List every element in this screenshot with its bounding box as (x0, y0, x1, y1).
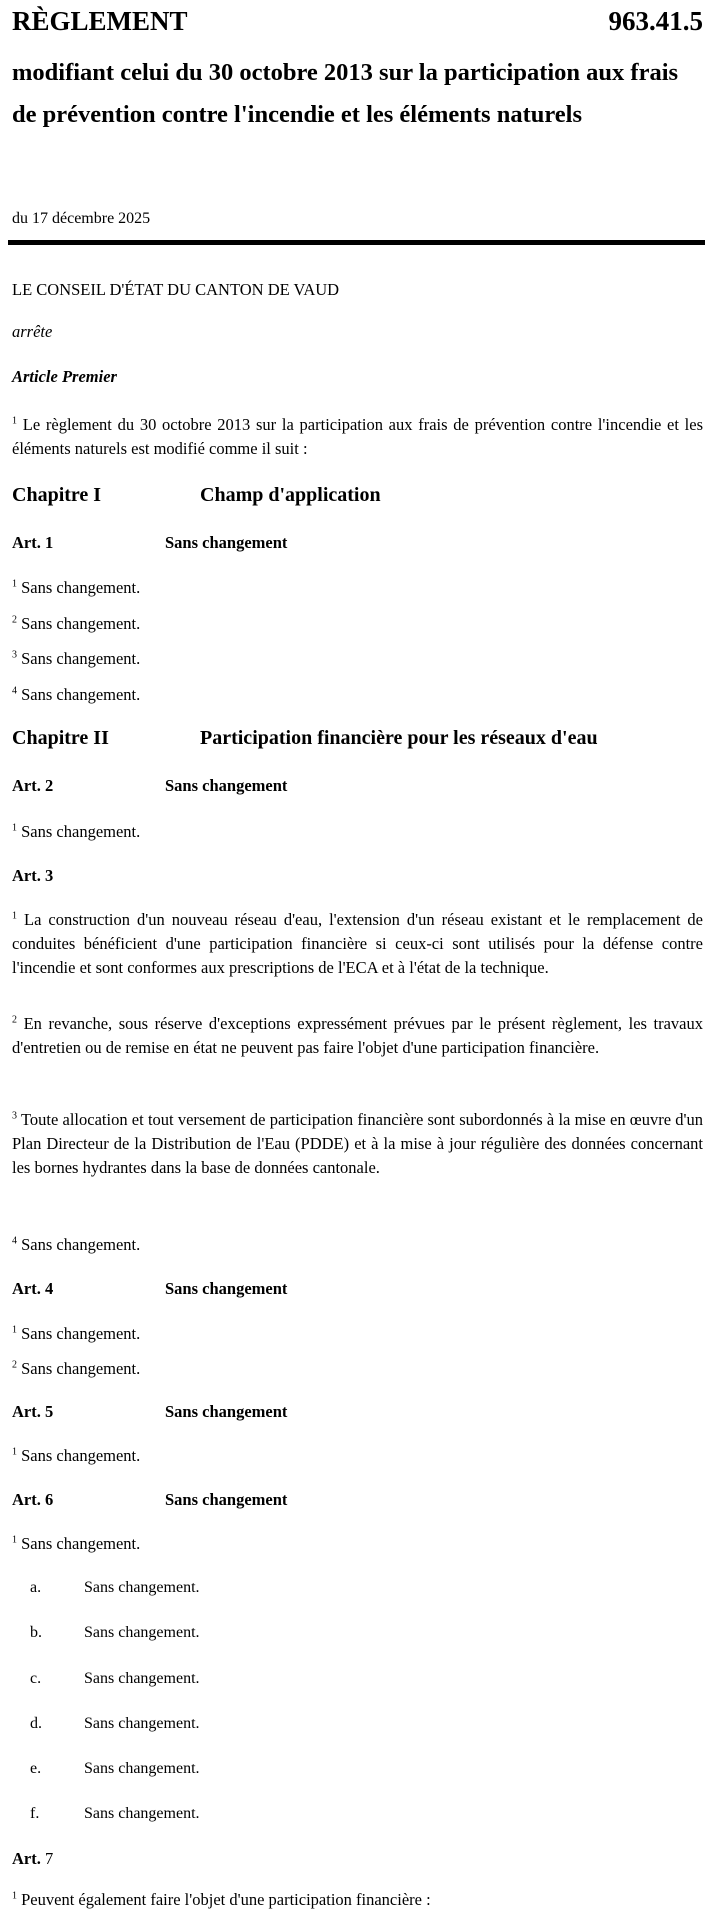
paragraph-number: 1 (12, 1446, 17, 1458)
article-title: Sans changement (165, 533, 288, 552)
article-label: Art. 4 (12, 1279, 54, 1298)
article-label-prefix: Art. (12, 1849, 41, 1868)
article-paragraph (12, 649, 140, 669)
paragraph-number: 2 (12, 614, 17, 626)
article-title: Sans changement (165, 1490, 288, 1509)
paragraph-text: Sans changement. (21, 1359, 141, 1378)
paragraph-text: Sans changement. (21, 614, 141, 633)
list-item-text: Sans changement. (84, 1670, 200, 1687)
article-label: Art. 5 (12, 1402, 54, 1421)
article-premier-heading: Article Premier (12, 367, 117, 386)
header-divider (8, 240, 705, 245)
article-paragraph (12, 578, 140, 598)
paragraph-text: Sans changement. (21, 1235, 141, 1254)
paragraph-text: Sans changement. (21, 1446, 141, 1465)
paragraph-text: En revanche, sous réserve d'exceptions expressément prévues par le présent règlement, les travaux d'entretien ou de remise en état ne peuvent pas faire l'objet d'une participation financière. (12, 1014, 703, 1057)
article-paragraph (12, 1534, 140, 1554)
paragraph-number: 2 (12, 1359, 17, 1371)
paragraph-number: 1 (12, 415, 17, 427)
article-paragraph (12, 1890, 431, 1910)
paragraph-text: Sans changement. (21, 649, 141, 668)
paragraph-number: 1 (12, 822, 17, 834)
article-paragraph (12, 908, 703, 980)
list-item-text: Sans changement. (84, 1805, 200, 1822)
article-paragraph (12, 822, 140, 842)
article-label: Art. 6 (12, 1490, 54, 1509)
article-label (12, 1849, 53, 1869)
issuing-authority: LE CONSEIL D'ÉTAT DU CANTON DE VAUD (12, 280, 340, 299)
article-paragraph (12, 1324, 140, 1344)
paragraph-number: 1 (12, 1534, 17, 1546)
decree-verb: arrête (12, 322, 53, 341)
paragraph-number: 1 (12, 1890, 17, 1902)
paragraph-text: Sans changement. (21, 1324, 141, 1343)
paragraph-text: La construction d'un nouveau réseau d'eau, l'extension d'un réseau existant et le remplacement de conduites bénéficient d'une participation financière si ceux-ci sont utilisés pour la défense contre l'incendie et sont conformes aux prescriptions de l'ECA et à l'état de la technique. (12, 910, 703, 977)
article-title: Sans changement (165, 776, 288, 795)
paragraph-number: 2 (12, 1014, 17, 1026)
list-item-letter: c. (30, 1670, 42, 1687)
list-item-letter: a. (30, 1579, 42, 1596)
paragraph-number: 3 (12, 649, 17, 661)
list-item-letter: d. (30, 1715, 42, 1732)
article-label: Art. 1 (12, 533, 54, 552)
article-label: Art. 2 (12, 776, 54, 795)
article-paragraph (12, 1359, 140, 1379)
chapter-label: Chapitre I (12, 484, 102, 506)
chapter-label: Chapitre II (12, 727, 109, 749)
document-date: du 17 décembre 2025 (12, 210, 151, 227)
paragraph-number: 1 (12, 578, 17, 590)
paragraph-text: Sans changement. (21, 685, 141, 704)
paragraph-text: Sans changement. (21, 578, 141, 597)
article-premier-paragraph (12, 413, 703, 461)
paragraph-text: Toute allocation et tout versement de participation financière sont subordonnés à la mise en œuvre d'un Plan Directeur de la Distribution de l'Eau (PDDE) et à la mise à jour régulière des données concernant les bornes hydrantes dans la base de données cantonale. (12, 1110, 703, 1177)
document-subtitle: modifiant celui du 30 octobre 2013 sur la participation aux frais de prévention contre l'incendie et les éléments naturels (12, 59, 679, 128)
document-number: 963.41.5 (608, 6, 703, 36)
document-type: RÈGLEMENT (12, 6, 188, 36)
paragraph-number: 1 (12, 1324, 17, 1336)
paragraph-number: 4 (12, 1235, 17, 1247)
article-paragraph (12, 685, 140, 705)
chapter-title: Participation financière pour les réseaux d'eau (200, 727, 598, 749)
list-item-text: Sans changement. (84, 1624, 200, 1641)
paragraph-text: Le règlement du 30 octobre 2013 sur la participation aux frais de prévention contre l'incendie et les éléments naturels est modifié comme il suit : (12, 415, 704, 458)
article-title: Sans changement (165, 1402, 288, 1421)
article-label: Art. 3 (12, 866, 54, 885)
article-paragraph (12, 1108, 703, 1180)
document-header (12, 4, 703, 38)
article-paragraph (12, 1446, 140, 1466)
article-title: Sans changement (165, 1279, 288, 1298)
list-item-letter: e. (30, 1760, 42, 1777)
article-paragraph (12, 614, 140, 634)
article-paragraph (12, 1012, 703, 1060)
list-item-letter: f. (30, 1805, 40, 1822)
paragraph-text: Peuvent également faire l'objet d'une participation financière : (21, 1890, 431, 1909)
article-label-number: 7 (44, 1849, 54, 1868)
paragraph-text: Sans changement. (21, 1534, 141, 1553)
paragraph-number: 1 (12, 910, 17, 922)
paragraph-number: 3 (12, 1110, 17, 1122)
paragraph-number: 4 (12, 685, 17, 697)
list-item-letter: b. (30, 1624, 42, 1641)
chapter-title: Champ d'application (200, 484, 381, 506)
article-paragraph (12, 1235, 140, 1255)
list-item-text: Sans changement. (84, 1760, 200, 1777)
list-item-text: Sans changement. (84, 1579, 200, 1596)
list-item-text: Sans changement. (84, 1715, 200, 1732)
paragraph-text: Sans changement. (21, 822, 141, 841)
